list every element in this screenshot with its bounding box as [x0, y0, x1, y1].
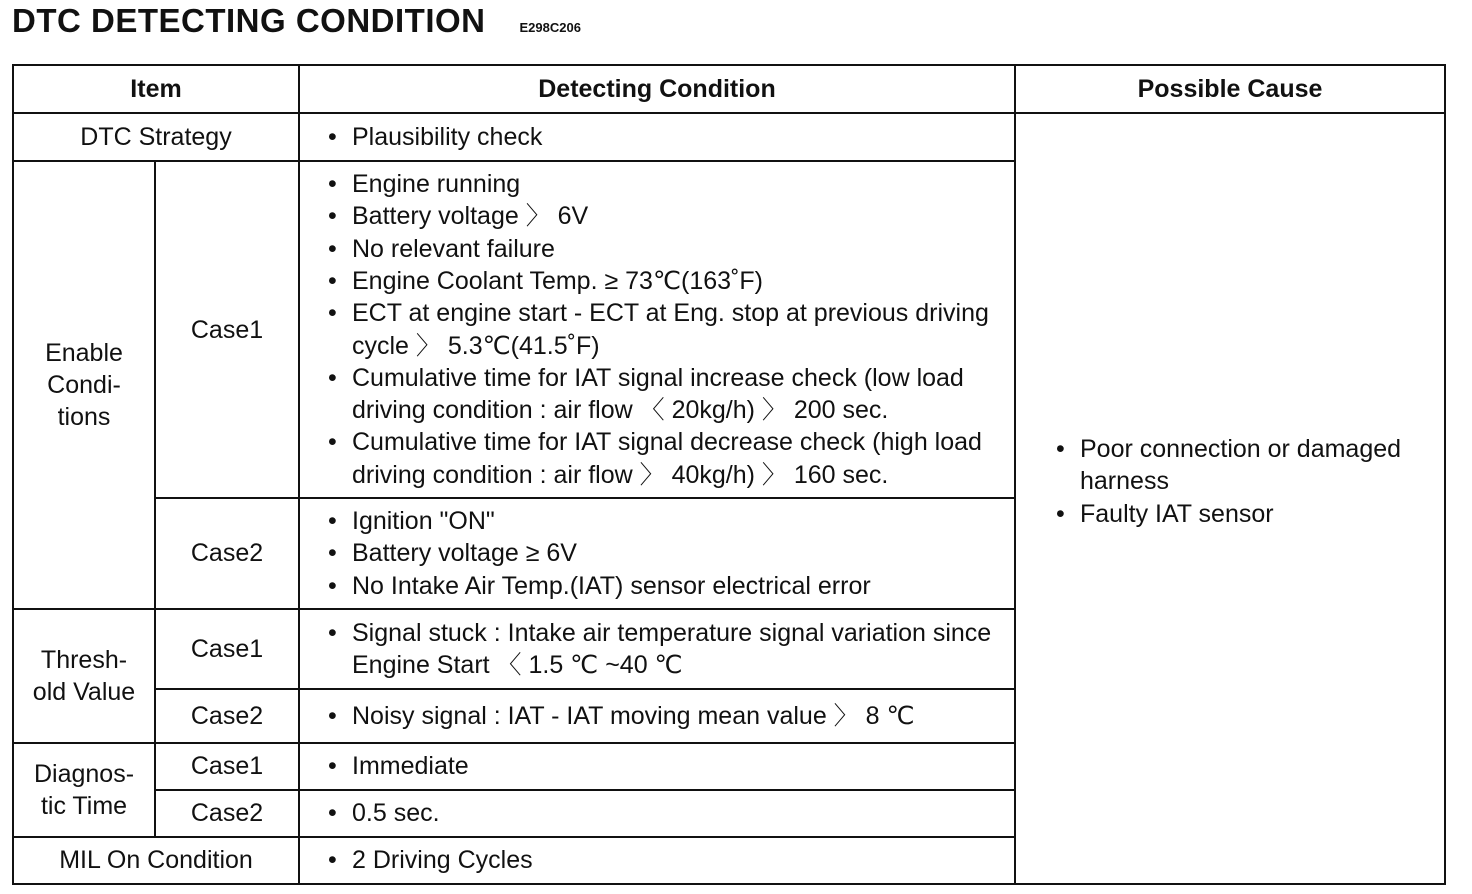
row-label-threshold-value [13, 609, 155, 743]
column-header-cause: Possible Cause [1015, 65, 1445, 113]
condition-list [326, 844, 1006, 876]
list-item: • Engine Coolant Temp. ≥ 73℃(163˚F) [326, 265, 1006, 297]
row-label-text: Enable Condi- tions [45, 338, 123, 431]
list-item: • Ignition "ON" [326, 505, 1006, 537]
list-item: • No Intake Air Temp.(IAT) sensor electrical error [326, 570, 1006, 602]
condition-list [326, 168, 1006, 491]
row-label-text: Thresh- old Value [32, 645, 136, 706]
case-label: Case2 [155, 790, 299, 837]
column-header-item: Item [13, 65, 299, 113]
dtc-condition-table [12, 64, 1446, 885]
list-item: • 2 Driving Cycles [326, 844, 1006, 876]
row-label-diagnostic-time [13, 743, 155, 837]
condition-cell [299, 498, 1015, 609]
condition-cell [299, 689, 1015, 743]
list-item: • No relevant failure [326, 233, 1006, 265]
condition-cell [299, 743, 1015, 790]
row-label-mil-on-condition: MIL On Condition [13, 837, 299, 884]
case-label: Case2 [155, 689, 299, 743]
list-item: • Cumulative time for IAT signal decrease check (high load driving condition : air flow 〉 40kg/h) 〉 160 sec. [326, 426, 1006, 491]
case-label: Case1 [155, 609, 299, 689]
table-header-row [13, 65, 1445, 113]
condition-list [326, 505, 1006, 602]
condition-list [326, 700, 1006, 732]
list-item: • Engine running [326, 168, 1006, 200]
list-item: • Plausibility check [326, 121, 1006, 153]
page-title: DTC DETECTING CONDITION [12, 2, 486, 39]
list-item: • Battery voltage ≥ 6V [326, 537, 1006, 569]
list-item: • Signal stuck : Intake air temperature signal variation since Engine Start 〈 1.5 ℃ ~40 ℃ [326, 617, 1006, 682]
case-label: Case1 [155, 743, 299, 790]
list-item: • Noisy signal : IAT - IAT moving mean value 〉 8 ℃ [326, 700, 1006, 732]
table-row [13, 113, 1445, 161]
condition-cell [299, 161, 1015, 498]
list-item: • Cumulative time for IAT signal increase check (low load driving condition : air flow 〈 20kg/h) 〉 200 sec. [326, 362, 1006, 427]
list-item: • 0.5 sec. [326, 797, 1006, 829]
condition-list [326, 617, 1006, 682]
case-label: Case1 [155, 161, 299, 498]
list-item: • Poor connection or damaged harness [1054, 433, 1434, 498]
list-item: • Immediate [326, 750, 1006, 782]
condition-list [326, 797, 1006, 829]
condition-list [326, 750, 1006, 782]
condition-list [326, 121, 1006, 153]
title-row [12, 2, 581, 42]
cause-list [1054, 433, 1434, 530]
row-label-text: Diagnos- tic Time [33, 759, 135, 820]
condition-cell [299, 609, 1015, 689]
row-label-enable-conditions [13, 161, 155, 609]
condition-cell [299, 837, 1015, 884]
case-label: Case2 [155, 498, 299, 609]
condition-cell [299, 113, 1015, 161]
condition-cell [299, 790, 1015, 837]
possible-cause-cell [1015, 113, 1445, 884]
list-item: • Faulty IAT sensor [1054, 498, 1434, 530]
list-item: • ECT at engine start - ECT at Eng. stop at previous driving cycle 〉 5.3℃(41.5˚F) [326, 297, 1006, 362]
list-item: • Battery voltage 〉 6V [326, 200, 1006, 232]
document-code: E298C206 [519, 20, 581, 35]
row-label-dtc-strategy: DTC Strategy [13, 113, 299, 161]
column-header-condition: Detecting Condition [299, 65, 1015, 113]
